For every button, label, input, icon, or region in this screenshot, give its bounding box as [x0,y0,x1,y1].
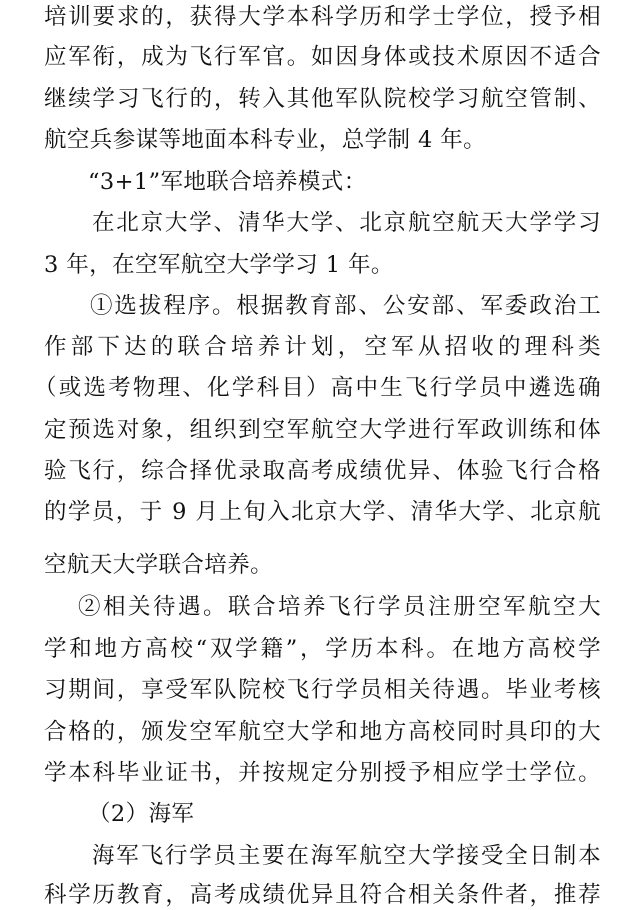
section-heading-3plus1: “3+1”军地联合培养模式： [88,169,367,195]
text-line-13: 的学员，于 9 月上旬入北京大学、清华大学、北京航 [44,499,601,525]
text-line-2: 应军衔，成为飞行军官。如因身体或技术原因不适合 [44,44,601,70]
section-heading-navy: （2）海军 [88,801,195,827]
text-line-10: （或选考物理、化学科目）高中生飞行学员中遴选确 [34,375,601,401]
text-line-3: 继续学习飞行的，转入其他军队院校学习航空管制、 [44,86,601,112]
text-line-14: 空航天大学联合培养。 [44,552,274,578]
text-line-4: 航空兵参谋等地面本科专业，总学制 4 年。 [44,127,487,153]
text-line-8: ①选拔程序。根据教育部、公安部、军委政治工 [90,293,601,319]
text-line-19: 学本科毕业证书，并按规定分别授予相应学士学位。 [44,760,601,786]
text-line-11: 定预选对象，组织到空军航空大学进行军政训练和体 [44,417,601,443]
text-line-9: 作部下达的联合培养计划，空军从招收的理科类 [44,334,601,360]
text-line-1: 培训要求的，获得大学本科学历和学士学位，授予相 [44,4,601,30]
text-line-18: 合格的，颁发空军航空大学和地方高校同时具印的大 [44,719,601,745]
text-line-22: 科学历教育，高考成绩优异且符合相关条件者，推荐 [44,882,601,908]
text-line-12: 验飞行，综合择优录取高考成绩优异、体验飞行合格 [44,458,601,484]
text-line-6: 在北京大学、清华大学、北京航空航天大学学习 [92,210,601,236]
text-line-16: 学和地方高校“双学籍”，学历本科。在地方高校学 [44,636,601,662]
text-line-15: ②相关待遇。联合培养飞行学员注册空军航空大 [78,594,601,620]
text-line-7: 3 年，在空军航空大学学习 1 年。 [44,252,394,278]
text-line-17: 习期间，享受军队院校飞行学员相关待遇。毕业考核 [44,677,601,703]
text-line-21: 海军飞行学员主要在海军航空大学接受全日制本 [92,843,601,869]
